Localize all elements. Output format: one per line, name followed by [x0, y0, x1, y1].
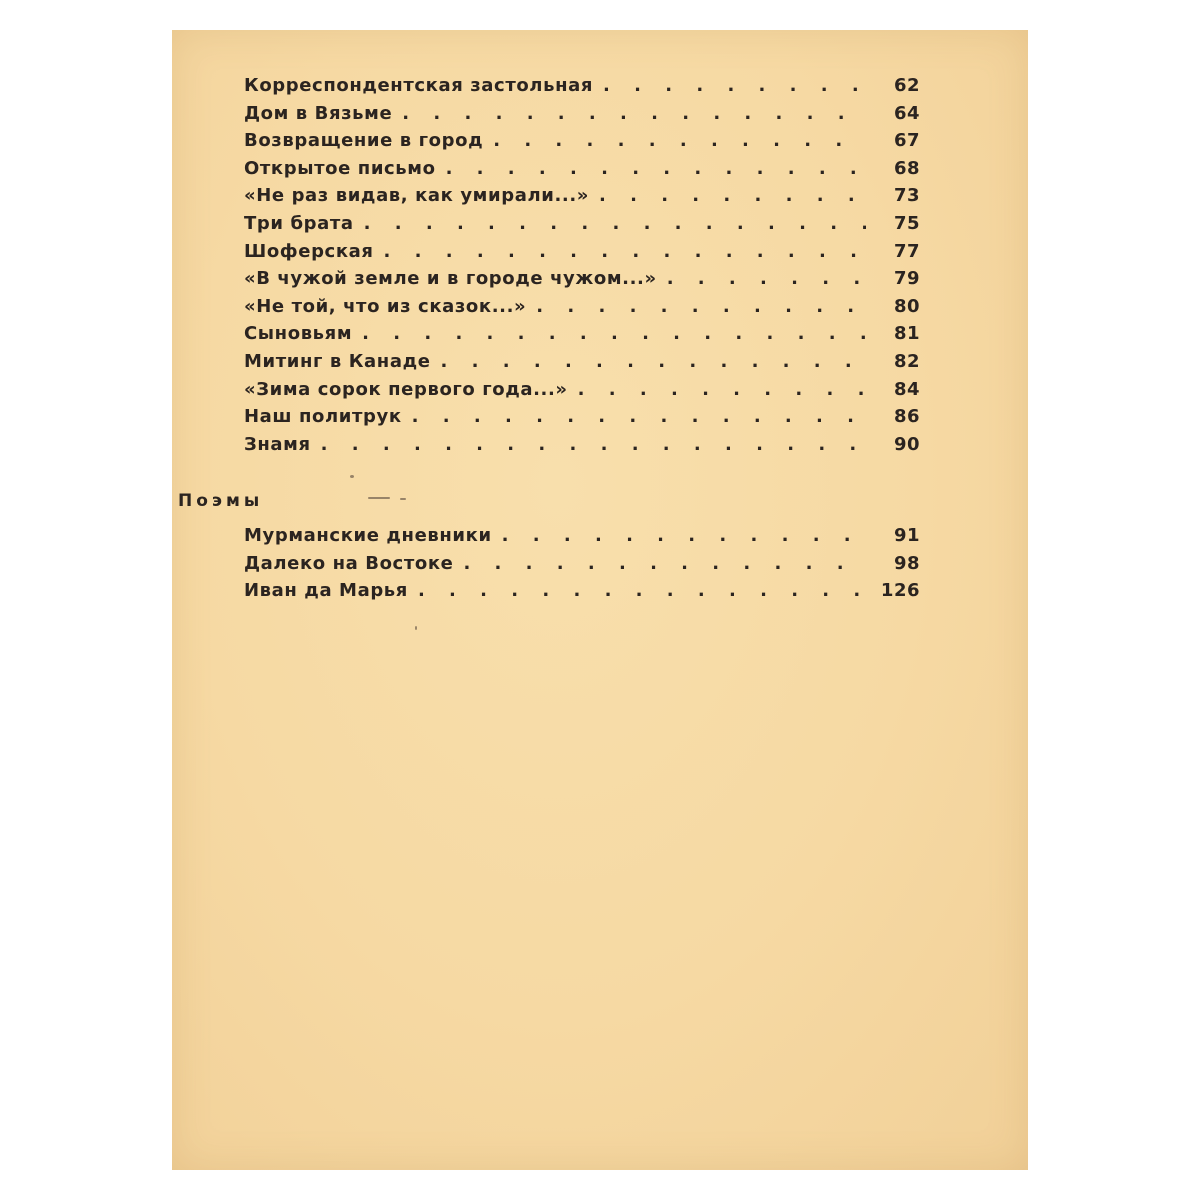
- dot-leader: [321, 434, 866, 455]
- toc-entry-page: 80: [893, 295, 920, 317]
- toc-entry: [244, 406, 920, 434]
- toc-entry: [244, 130, 920, 158]
- toc-entry: [244, 213, 920, 241]
- toc-entry: [244, 434, 920, 462]
- toc-entry-title: Шоферская: [244, 240, 374, 262]
- toc-entry-title: «Не раз видав, как умирали...»: [244, 185, 589, 207]
- dot-leader: [493, 130, 866, 151]
- toc-entry-title: «Не той, что из сказок...»: [244, 295, 527, 317]
- toc-list-poems-short: [244, 75, 920, 461]
- toc-list-long-poems: [244, 525, 920, 608]
- toc-entry-title: Иван да Марья: [244, 580, 408, 602]
- toc-entry-page: 81: [893, 323, 920, 345]
- dot-leader: [603, 75, 866, 96]
- ink-smudge: [415, 626, 417, 630]
- toc-entry-page: 67: [893, 130, 920, 152]
- toc-entry-page: 84: [893, 378, 920, 400]
- toc-entry-page: 73: [893, 185, 920, 207]
- dot-leader: [412, 406, 866, 427]
- toc-entry-page: 79: [893, 268, 920, 290]
- toc-entry-page: 68: [893, 157, 920, 179]
- toc-entry-title: Знамя: [244, 433, 311, 455]
- toc-entry-title: Корреспондентская застольная: [244, 75, 594, 96]
- toc-entry-page: 75: [893, 212, 920, 234]
- dot-leader: [536, 296, 866, 317]
- toc-entry-page: 91: [893, 525, 920, 546]
- dot-leader: [446, 158, 866, 179]
- toc-entry-title: Митинг в Канаде: [244, 350, 431, 372]
- section-heading-poems: Поэмы: [178, 491, 264, 511]
- toc-entry-page: 98: [893, 552, 920, 574]
- dot-leader: [667, 268, 866, 289]
- dot-leader: [441, 351, 866, 372]
- dot-leader: [402, 103, 866, 124]
- toc-entry-page: 126: [880, 580, 920, 602]
- toc-entry-title: Возвращение в город: [244, 130, 484, 152]
- toc-entry: [244, 158, 920, 186]
- dot-leader: [599, 185, 866, 206]
- toc-entry-title: «В чужой земле и в городе чужом...»: [244, 268, 657, 290]
- toc-entry: [244, 268, 920, 296]
- ink-smudge: [400, 498, 406, 500]
- toc-entry: [244, 241, 920, 269]
- toc-entry-title: Три брата: [244, 212, 354, 234]
- toc-entry-title: Открытое письмо: [244, 157, 436, 179]
- toc-entry-title: Мурманские дневники: [244, 525, 492, 546]
- dot-leader: [384, 241, 866, 262]
- toc-entry-page: 77: [893, 240, 920, 262]
- toc-entry-page: 86: [893, 406, 920, 428]
- toc-entry-title: Далеко на Востоке: [244, 552, 454, 574]
- ink-smudge: [368, 497, 390, 499]
- toc-entry-title: Дом в Вязьме: [244, 102, 393, 124]
- toc-entry: [244, 323, 920, 351]
- dot-leader: [362, 323, 866, 344]
- ink-smudge: [350, 475, 354, 478]
- toc-entry-page: 82: [893, 350, 920, 372]
- toc-entry-title: «Зима сорок первого года...»: [244, 378, 568, 400]
- toc-entry: [244, 379, 920, 407]
- toc-entry-page: 64: [893, 102, 920, 124]
- toc-entry-title: Наш политрук: [244, 406, 402, 428]
- toc-entry-page: 62: [893, 75, 920, 96]
- toc-entry: [244, 103, 920, 131]
- toc-entry-title: Сыновьям: [244, 323, 353, 345]
- dot-leader: [418, 580, 866, 601]
- book-page: [172, 30, 1028, 1170]
- dot-leader: [578, 379, 866, 400]
- toc-entry: [244, 580, 920, 608]
- toc-entry: [244, 185, 920, 213]
- dot-leader: [463, 553, 866, 574]
- dot-leader: [364, 213, 866, 234]
- toc-entry-page: 90: [893, 433, 920, 455]
- toc-entry: [244, 553, 920, 581]
- toc-entry: [244, 525, 920, 553]
- toc-entry: [244, 351, 920, 379]
- dot-leader: [502, 525, 866, 546]
- toc-entry: [244, 296, 920, 324]
- toc-entry: [244, 75, 920, 103]
